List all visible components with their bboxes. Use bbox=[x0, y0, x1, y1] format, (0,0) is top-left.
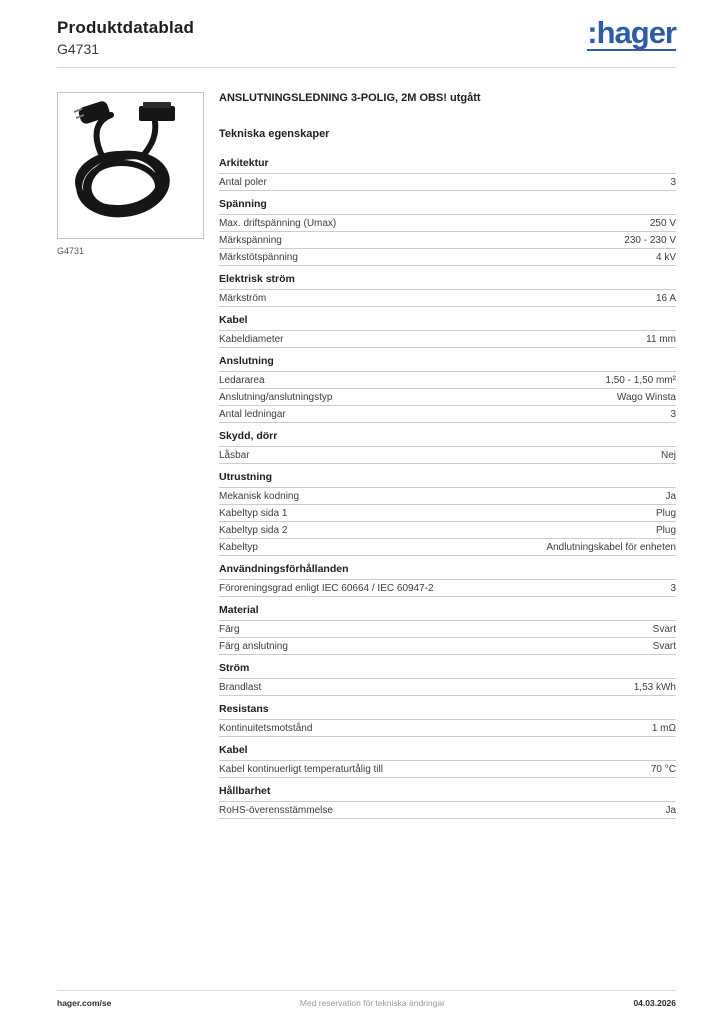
spec-section bbox=[219, 471, 676, 556]
spec-value: Wago Winsta bbox=[616, 391, 676, 403]
spec-row bbox=[219, 331, 676, 348]
hager-logo bbox=[587, 15, 676, 51]
spec-row bbox=[219, 638, 676, 655]
spec-value: 70 °C bbox=[650, 763, 676, 775]
spec-section-title: Kabel bbox=[219, 744, 248, 756]
spec-row bbox=[219, 389, 676, 406]
spec-section-title: Arkitektur bbox=[219, 157, 269, 169]
spec-label: Låsbar bbox=[219, 449, 250, 461]
spec-rows bbox=[219, 371, 676, 423]
spec-row bbox=[219, 679, 676, 696]
spec-row bbox=[219, 232, 676, 249]
spec-section bbox=[219, 355, 676, 423]
spec-rows bbox=[219, 214, 676, 266]
spec-section bbox=[219, 273, 676, 307]
product-title: ANSLUTNINGSLEDNING 3-POLIG, 2M OBS! utgått bbox=[219, 92, 481, 104]
spec-row bbox=[219, 505, 676, 522]
spec-label: Kabeltyp bbox=[219, 541, 258, 553]
spec-section-title: Elektrisk ström bbox=[219, 273, 295, 285]
spec-value: Plug bbox=[655, 507, 676, 519]
spec-row bbox=[219, 802, 676, 819]
product-image bbox=[57, 92, 204, 239]
spec-label: Märkstötspänning bbox=[219, 251, 298, 263]
footer-date: 04.03.2026 bbox=[633, 998, 676, 1008]
spec-section bbox=[219, 744, 676, 778]
spec-value: 1,50 - 1,50 mm² bbox=[605, 374, 676, 386]
spec-label: RoHS-överensstämmelse bbox=[219, 804, 333, 816]
spec-label: Anslutning/anslutningstyp bbox=[219, 391, 333, 403]
spec-value: 16 A bbox=[655, 292, 676, 304]
spec-value: Ja bbox=[665, 804, 676, 816]
logo-text: hager bbox=[596, 15, 676, 50]
spec-row bbox=[219, 249, 676, 266]
spec-section bbox=[219, 430, 676, 464]
spec-rows bbox=[219, 678, 676, 696]
tech-specs-heading: Tekniska egenskaper bbox=[219, 128, 330, 140]
spec-section-title: Användningsförhållanden bbox=[219, 563, 349, 575]
spec-section-title: Skydd, dörr bbox=[219, 430, 278, 442]
spec-sections bbox=[219, 157, 676, 819]
spec-value: Ja bbox=[665, 490, 676, 502]
spec-section-title: Utrustning bbox=[219, 471, 273, 483]
spec-value: 250 V bbox=[649, 217, 676, 229]
spec-label: Kontinuitetsmotstånd bbox=[219, 722, 313, 734]
logo-colon-icon: : bbox=[587, 15, 597, 50]
spec-label: Färg anslutning bbox=[219, 640, 288, 652]
spec-value: 1,53 kWh bbox=[633, 681, 676, 693]
spec-value: 230 - 230 V bbox=[624, 234, 676, 246]
spec-section bbox=[219, 604, 676, 655]
spec-rows bbox=[219, 620, 676, 655]
spec-label: Antal ledningar bbox=[219, 408, 286, 420]
spec-label: Antal poler bbox=[219, 176, 267, 188]
spec-label: Kabeltyp sida 1 bbox=[219, 507, 288, 519]
footer-disclaimer: Med reservation för tekniska ändringar bbox=[299, 998, 445, 1008]
spec-value: 4 kV bbox=[655, 251, 676, 263]
spec-row bbox=[219, 215, 676, 232]
spec-value: Andlutningskabel för enheten bbox=[546, 541, 676, 553]
spec-section bbox=[219, 662, 676, 696]
cable-illustration-icon bbox=[61, 96, 201, 236]
spec-section bbox=[219, 198, 676, 266]
document-header bbox=[0, 0, 724, 57]
spec-row bbox=[219, 406, 676, 423]
spec-section bbox=[219, 314, 676, 348]
spec-value: 3 bbox=[670, 408, 676, 420]
spec-row bbox=[219, 372, 676, 389]
spec-value: Svart bbox=[652, 640, 676, 652]
spec-label: Kabel kontinuerligt temperaturtålig till bbox=[219, 763, 383, 775]
spec-label: Kabeldiameter bbox=[219, 333, 284, 345]
footer-website-link[interactable]: hager.com/se bbox=[57, 998, 112, 1008]
spec-label: Max. driftspänning (Umax) bbox=[219, 217, 337, 229]
spec-row bbox=[219, 621, 676, 638]
spec-rows bbox=[219, 446, 676, 464]
spec-section-title: Resistans bbox=[219, 703, 269, 715]
spec-rows bbox=[219, 719, 676, 737]
spec-label: Ledararea bbox=[219, 374, 265, 386]
spec-rows bbox=[219, 760, 676, 778]
spec-rows bbox=[219, 289, 676, 307]
spec-label: Färg bbox=[219, 623, 240, 635]
spec-label: Föroreningsgrad enligt IEC 60664 / IEC 60947-2 bbox=[219, 582, 434, 594]
product-image-caption: G4731 bbox=[57, 246, 85, 256]
spec-row bbox=[219, 539, 676, 556]
spec-section-title: Spänning bbox=[219, 198, 267, 210]
document-header-left bbox=[57, 18, 194, 57]
spec-label: Mekanisk kodning bbox=[219, 490, 300, 502]
page-footer bbox=[57, 990, 676, 1008]
product-code: G4731 bbox=[57, 41, 100, 57]
spec-row bbox=[219, 174, 676, 191]
spec-rows bbox=[219, 487, 676, 556]
spec-section-title: Ström bbox=[219, 662, 250, 674]
footer-divider bbox=[57, 990, 676, 991]
spec-section-title: Hållbarhet bbox=[219, 785, 271, 797]
spec-section bbox=[219, 785, 676, 819]
spec-label: Märkspänning bbox=[219, 234, 282, 246]
spec-row bbox=[219, 290, 676, 307]
spec-rows bbox=[219, 579, 676, 597]
spec-section bbox=[219, 157, 676, 191]
main-content bbox=[0, 68, 724, 826]
footer-row bbox=[57, 998, 676, 1008]
spec-label: Kabeltyp sida 2 bbox=[219, 524, 288, 536]
spec-row bbox=[219, 488, 676, 505]
document-type-title: Produktdatablad bbox=[57, 18, 195, 37]
spec-value: Svart bbox=[652, 623, 676, 635]
spec-row bbox=[219, 580, 676, 597]
spec-section-title: Kabel bbox=[219, 314, 248, 326]
spec-rows bbox=[219, 173, 676, 191]
spec-label: Brandlast bbox=[219, 681, 262, 693]
spec-value: 3 bbox=[670, 582, 676, 594]
spec-row bbox=[219, 522, 676, 539]
spec-section bbox=[219, 563, 676, 597]
spec-value: Nej bbox=[660, 449, 676, 461]
spec-rows bbox=[219, 801, 676, 819]
spec-section-title: Material bbox=[219, 604, 259, 616]
spec-row bbox=[219, 720, 676, 737]
spec-row bbox=[219, 447, 676, 464]
spec-row bbox=[219, 761, 676, 778]
spec-rows bbox=[219, 330, 676, 348]
spec-section-title: Anslutning bbox=[219, 355, 274, 367]
product-image-column bbox=[57, 92, 205, 826]
spec-value: Plug bbox=[655, 524, 676, 536]
spec-value: 3 bbox=[670, 176, 676, 188]
specs-column bbox=[219, 92, 676, 826]
spec-section bbox=[219, 703, 676, 737]
spec-value: 1 mΩ bbox=[651, 722, 676, 734]
spec-value: 11 mm bbox=[646, 333, 676, 345]
spec-label: Märkström bbox=[219, 292, 267, 304]
